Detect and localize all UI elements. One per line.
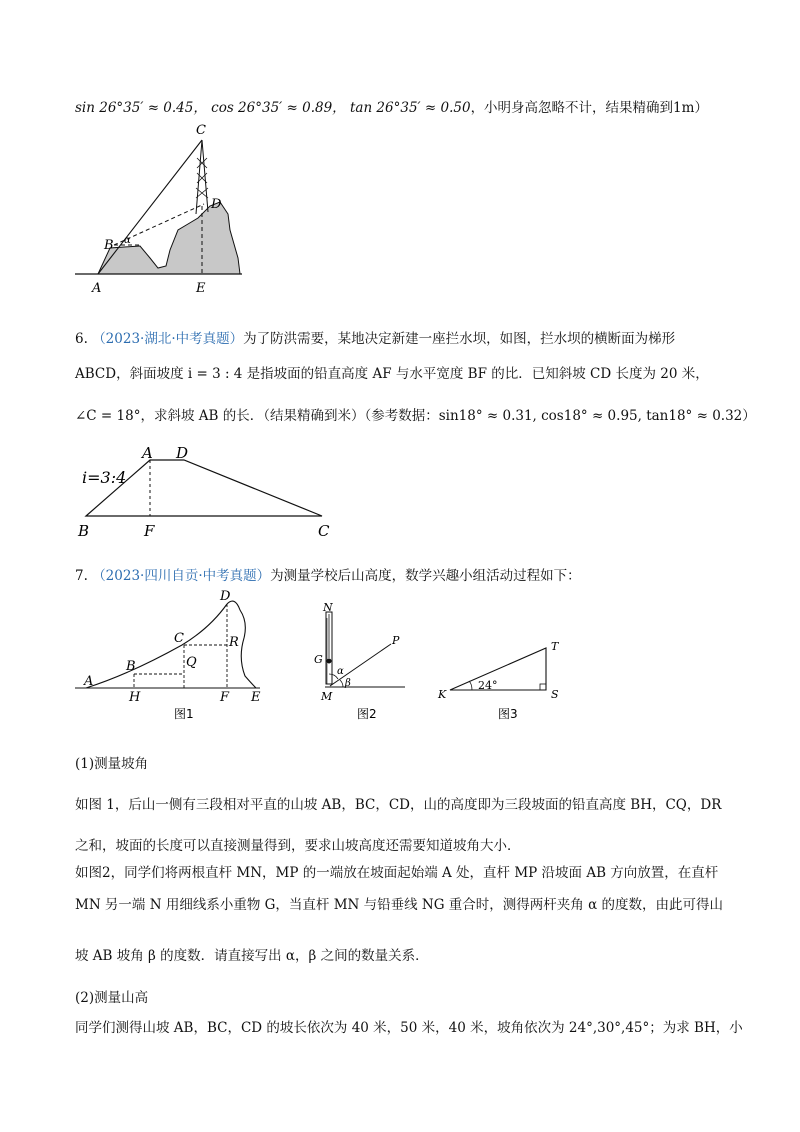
fig1-label-B: B [126, 659, 136, 674]
fig3-angle: 24° [478, 679, 498, 692]
p6-label-C: C [318, 522, 330, 540]
p5-label-B: B [104, 238, 114, 253]
fig2-label-G: G [314, 653, 323, 666]
fig1-label-H: H [129, 690, 141, 705]
fig3-label-S: S [551, 688, 559, 701]
p6-label-B: B [78, 522, 90, 540]
fig2-label-P: P [392, 634, 400, 647]
fig2-caption: 图2 [357, 707, 377, 721]
fig1-label-R: R [229, 635, 239, 650]
p7-sub1-p5: 坡 AB 坡角 β 的度数．请直接写出 α，β 之间的数量关系． [75, 948, 429, 964]
p5-label-alpha: α [124, 235, 131, 246]
fig3-label-K: K [438, 688, 447, 701]
p7-sub2-title: (2)测量山高 [75, 990, 149, 1006]
p6-number: 6. [75, 331, 88, 347]
p7-line1 [75, 564, 581, 584]
p5-label-D: D [211, 197, 222, 212]
p5-reference-line [75, 96, 708, 116]
p7-sub1-p3: 如图2，同学们将两根直杆 MN，MP 的一端放在坡面起始端 A 处，直杆 MP 沿坡面 AB 方向放置，在直杆 [75, 865, 719, 881]
p6-label-D: D [176, 444, 189, 462]
fig2-label-beta: β [345, 678, 351, 689]
p6-line3: ∠C = 18°，求斜坡 AB 的长．（结果精确到米）（参考数据：sin18° ≈ 0.31, cos18° ≈ 0.95, tan18° ≈ 0.32） [75, 408, 756, 424]
fig2-label-M: M [321, 690, 333, 703]
p6-label-A: A [142, 444, 153, 462]
p5-label-E: E [196, 281, 206, 296]
p6-line1 [75, 327, 675, 347]
fig2-label-alpha: α [337, 666, 344, 677]
p6-label-F: F [144, 522, 155, 540]
p5-reference-text: ，小明身高忽略不计，结果精确到1m） [470, 100, 708, 116]
p5-label-C: C [196, 123, 206, 138]
p5-reference-values: sin 26°35′ ≈ 0.45， cos 26°35′ ≈ 0.89， tan 26°35′ ≈ 0.50 [75, 100, 471, 116]
fig1-label-C: C [174, 631, 184, 646]
fig1-label-A: A [84, 674, 94, 689]
p5-figure [70, 118, 250, 298]
fig1-label-Q: Q [186, 655, 197, 670]
p6-figure [72, 444, 342, 540]
p6-label-i: i=3:4 [82, 468, 127, 487]
p7-figure-1 [70, 588, 270, 728]
p7-figure-2 [305, 600, 415, 728]
p7-sub1-p2: 之和，坡面的长度可以直接测量得到，要求山坡高度还需要知道坡角大小． [75, 838, 521, 854]
p7-sub1-p4: MN 另一端 N 用细线系小重物 G，当直杆 MN 与铅垂线 NG 重合时，测得两杆夹角 α 的度数，由此可得山 [75, 897, 723, 913]
p7-intro: 为测量学校后山高度，数学兴趣小组活动过程如下： [270, 568, 581, 584]
p7-sub2-p1: 同学们测得山坡 AB，BC，CD 的坡长依次为 40 米，50 米，40 米，坡角依次为 24°,30°,45°；为求 BH，小 [75, 1020, 743, 1036]
fig1-label-F: F [220, 690, 230, 705]
fig1-label-E: E [251, 690, 261, 705]
p5-label-A: A [92, 281, 102, 296]
fig1-label-D: D [220, 589, 231, 604]
fig3-label-T: T [551, 640, 559, 653]
p6-source: （2023·湖北·中考真题） [92, 331, 244, 347]
p7-number: 7. [75, 568, 88, 584]
p6-text1: 为了防洪需要，某地决定新建一座拦水坝，如图，拦水坝的横断面为梯形 [243, 331, 676, 347]
fig1-caption: 图1 [174, 707, 194, 721]
p7-sub1-p1: 如图 1，后山一侧有三段相对平直的山坡 AB，BC，CD，山的高度即为三段坡面的铅直高度 BH，CQ，DR [75, 797, 722, 813]
fig3-caption: 图3 [498, 707, 518, 721]
p7-figure-3 [432, 636, 572, 728]
p6-line2: ABCD，斜面坡度 i = 3 : 4 是指坡面的铅直高度 AF 与水平宽度 BF 的比．已知斜坡 CD 长度为 20 米， [75, 366, 709, 382]
fig2-label-N: N [323, 601, 333, 614]
p5-mountain [98, 202, 240, 274]
p7-source: （2023·四川自贡·中考真题） [92, 568, 271, 584]
fig3-triangle [450, 648, 546, 690]
p7-sub1-title: (1)测量坡角 [75, 756, 149, 772]
